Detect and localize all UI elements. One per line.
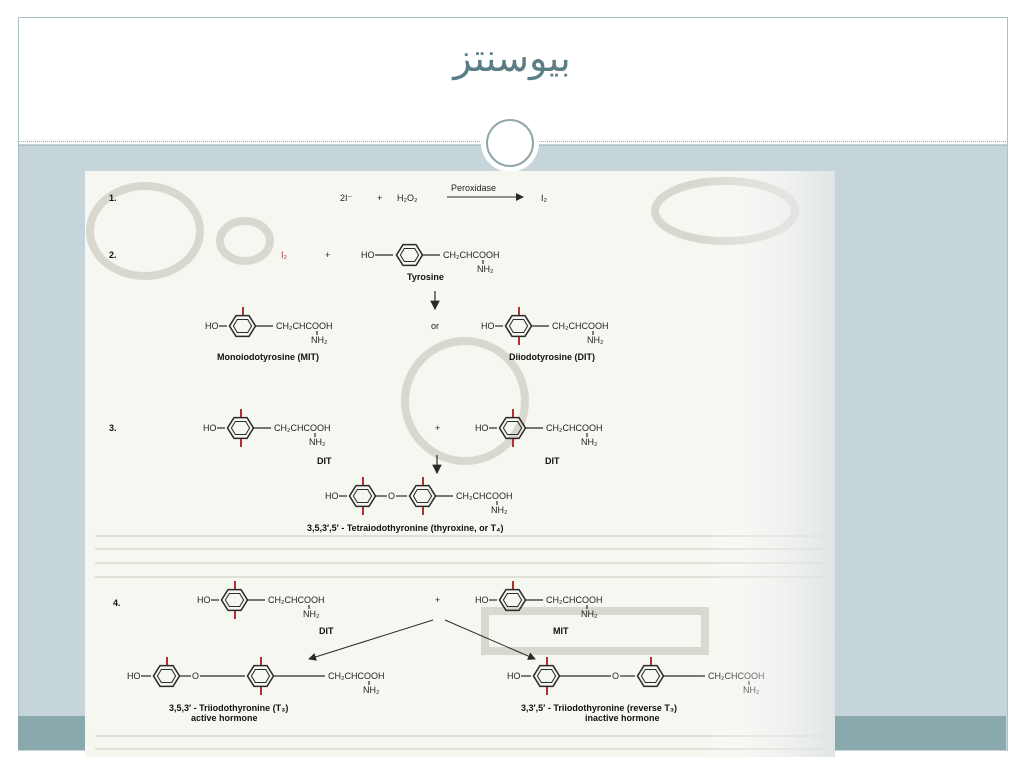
figure-svg (85, 171, 835, 757)
divider-circle-ornament (481, 114, 539, 172)
scan-fade (85, 171, 835, 757)
slide-title: بيوسنتز (453, 36, 571, 80)
biosynthesis-figure (85, 171, 835, 757)
